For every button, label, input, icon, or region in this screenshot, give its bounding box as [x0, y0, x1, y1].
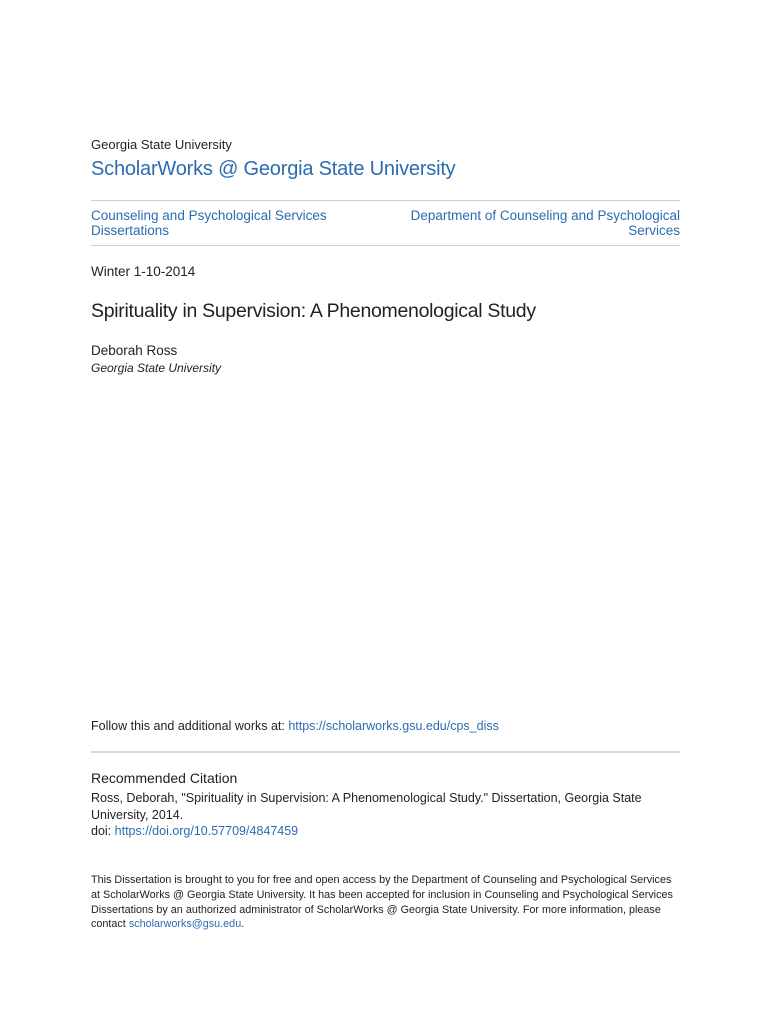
cover-page — [91, 0, 680, 1024]
doi-link[interactable]: https://doi.org/10.57709/4847459 — [114, 824, 299, 838]
divider-top — [91, 200, 680, 201]
publication-date: Winter 1-10-2014 — [91, 264, 196, 279]
divider-citation — [91, 751, 680, 753]
department-link[interactable]: Department of Counseling and Psychological Services — [410, 208, 680, 238]
document-title: Spirituality in Supervision: A Phenomenological Study — [91, 300, 536, 322]
author-affiliation: Georgia State University — [91, 361, 222, 375]
notice-end: . — [241, 918, 245, 931]
collection-url-link[interactable]: https://scholarworks.gsu.edu/cps_diss — [288, 719, 499, 733]
repository-title-link[interactable]: ScholarWorks @ Georgia State University — [91, 158, 456, 180]
divider-collection — [91, 245, 680, 246]
notice-text: This Dissertation is brought to you for free and open access by the Department of Counseling and Psychological Services at ScholarWorks @ Georgia State University. It has been accepted for inclusion in Counseling and Psychological Services Dissertations by an authorized administrator of ScholarWorks @ Georgia State University. For more information, please contact — [91, 874, 673, 931]
author-name: Deborah Ross — [91, 343, 178, 358]
institution-name: Georgia State University — [91, 137, 232, 152]
citation-body — [91, 790, 680, 840]
doi-label: doi: — [91, 824, 115, 838]
citation-heading: Recommended Citation — [91, 770, 238, 786]
collection-link[interactable]: Counseling and Psychological Services Dissertations — [91, 208, 327, 238]
access-notice — [91, 873, 680, 932]
citation-text: Ross, Deborah, "Spirituality in Supervision: A Phenomenological Study." Dissertation, Georgia State University, 2014. — [91, 791, 642, 822]
follow-line — [91, 719, 499, 733]
collection-row — [91, 208, 680, 238]
follow-text: Follow this and additional works at: — [91, 719, 289, 733]
contact-email-link[interactable]: scholarworks@gsu.edu — [128, 918, 242, 931]
doi-line — [91, 823, 680, 840]
